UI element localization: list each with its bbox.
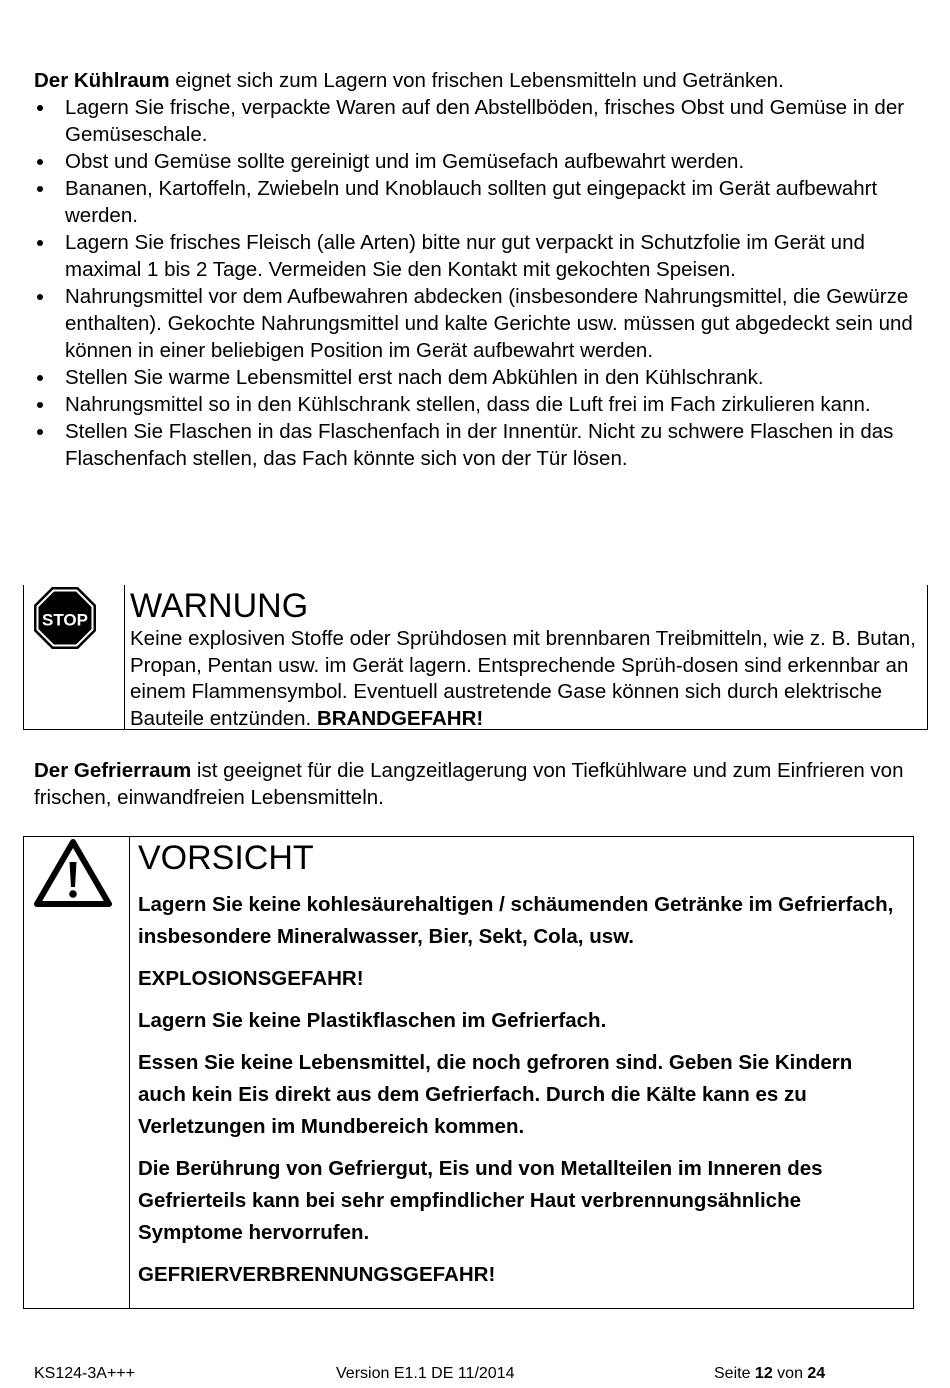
bullet-icon xyxy=(37,240,43,246)
caution-paragraph: EXPLOSIONSGEFAHR! xyxy=(138,967,364,990)
list-item xyxy=(34,148,918,175)
caution-icon-cell xyxy=(24,837,130,1308)
bullet-icon xyxy=(37,186,43,192)
list-item xyxy=(34,391,918,418)
caution-paragraph: Essen Sie keine Lebensmittel, die noch gefroren sind. Geben Sie Kindern auch kein Eis direkt aus dem Gefrierfach. Durch die Kälte kann es zu Verletzungen im Mundbereich kommen. xyxy=(138,1051,853,1138)
list-item xyxy=(34,418,918,472)
warning-hazard: BRANDGEFAHR! xyxy=(316,706,484,730)
bullet-icon xyxy=(37,402,43,408)
caution-paragraph: Die Berührung von Gefriergut, Eis und von Metallteilen im Inneren des Gefrierteils kann bei sehr empfindlicher Haut verbrennungsähnliche Symptome hervorrufen. xyxy=(138,1157,823,1244)
list-item xyxy=(34,283,918,364)
freezer-intro-bold: Der Gefrierraum xyxy=(34,759,192,782)
fridge-intro-text: eignet sich zum Lagern von frischen Lebensmitteln und Getränken. xyxy=(169,69,784,92)
list-item-text: Nahrungsmittel so in den Kühlschrank stellen, dass die Luft frei im Fach zirkulieren kann. xyxy=(65,393,871,416)
warning-body: Keine explosiven Stoffe oder Sprühdosen mit brennbaren Treibmitteln, wie z. B. Butan, Propan, Pentan usw. im Gerät lagern. Entsprechende Sprüh-dosen sind erkennbar an einem Flammensymbol. Eventuell austretende Gase können sich durch elektrische Bauteile entzünden. xyxy=(130,627,916,730)
list-item-text: Nahrungsmittel vor dem Aufbewahren abdecken (insbesondere Nahrungsmittel, die Gewürze enthalten). Gekochte Nahrungsmittel und kalte Gerichte usw. müssen gut abgedeckt sein und können in einer beliebigen Position im Gerät aufbewahrt werden. xyxy=(65,285,913,362)
list-item-text: Lagern Sie frisches Fleisch (alle Arten) bitte nur gut verpackt in Schutzfolie im Gerät und maximal 1 bis 2 Tage. Vermeiden Sie den Kontakt mit gekochten Speisen. xyxy=(65,231,865,281)
bullet-icon xyxy=(37,105,43,111)
warning-text xyxy=(130,626,920,732)
stop-sign-icon xyxy=(32,585,98,651)
fridge-intro-paragraph xyxy=(34,67,914,94)
list-item-text: Stellen Sie warme Lebensmittel erst nach dem Abkühlen in den Kühlschrank. xyxy=(65,366,764,389)
bullet-icon xyxy=(37,294,43,300)
footer-page-total: 24 xyxy=(807,1365,826,1382)
footer-page-prefix: Seite xyxy=(714,1365,755,1382)
footer-page-mid: von xyxy=(772,1365,808,1382)
footer-page-current: 12 xyxy=(754,1365,773,1382)
fridge-intro-bold: Der Kühlraum xyxy=(34,69,170,92)
caution-paragraph: Lagern Sie keine kohlesäurehaltigen / schäumenden Getränke im Gefrierfach, insbesondere Mineralwasser, Bier, Sekt, Cola, usw. xyxy=(138,893,894,948)
list-item xyxy=(34,229,918,283)
list-item-text: Lagern Sie frische, verpackte Waren auf den Abstellböden, frisches Obst und Gemüse in der Gemüseschale. xyxy=(65,96,905,146)
footer-version: Version E1.1 DE 11/2014 xyxy=(336,1365,515,1382)
list-item xyxy=(34,94,918,148)
bullet-icon xyxy=(37,159,43,165)
list-item-text: Bananen, Kartoffeln, Zwiebeln und Knoblauch sollten gut eingepackt im Gerät aufbewahrt werden. xyxy=(65,177,878,227)
warning-box xyxy=(23,585,928,730)
caution-paragraph: Lagern Sie keine Plastikflaschen im Gefrierfach. xyxy=(138,1009,607,1032)
warning-content xyxy=(130,585,920,732)
warning-triangle-icon xyxy=(33,838,113,908)
caution-content xyxy=(138,837,898,1301)
caution-paragraph: GEFRIERVERBRENNUNGSGEFAHR! xyxy=(138,1263,496,1286)
caution-box xyxy=(23,836,914,1309)
freezer-intro-text: ist geeignet für die Langzeitlagerung von Tiefkühlware und zum Einfrieren von frischen, einwandfreien Lebensmitteln. xyxy=(34,759,904,809)
fridge-bullet-list xyxy=(34,94,918,472)
footer-page-number xyxy=(714,1364,825,1384)
warning-icon-cell xyxy=(24,585,125,729)
list-item xyxy=(34,175,918,229)
bullet-icon xyxy=(37,375,43,381)
stop-sign-label: STOP xyxy=(42,610,88,630)
bullet-icon xyxy=(37,429,43,435)
warning-title: WARNUNG xyxy=(130,587,309,625)
footer-model: KS124-3A+++ xyxy=(34,1365,135,1382)
list-item-text: Obst und Gemüse sollte gereinigt und im Gemüsefach aufbewahrt werden. xyxy=(65,150,745,173)
list-item-text: Stellen Sie Flaschen in das Flaschenfach in der Innentür. Nicht zu schwere Flaschen in das Flaschenfach stellen, das Fach könnte sich von der Tür lösen. xyxy=(65,420,894,470)
list-item xyxy=(34,364,918,391)
caution-title: VORSICHT xyxy=(138,839,314,877)
freezer-intro-paragraph xyxy=(34,757,914,811)
